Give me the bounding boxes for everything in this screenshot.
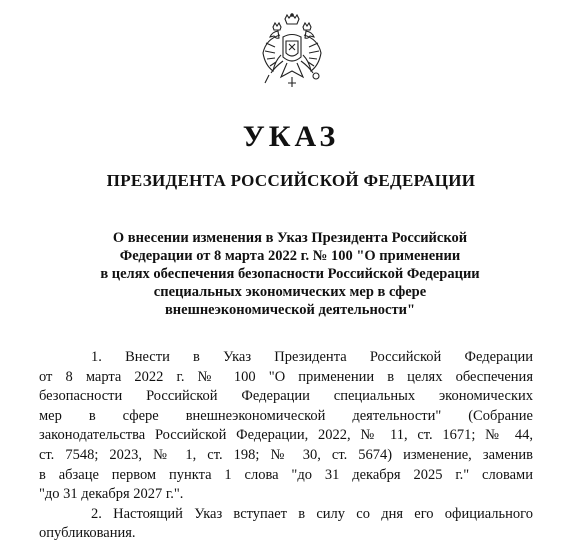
paragraph-1-line: безопасности Российской Федерации специальных экономических <box>39 388 533 405</box>
paragraph-1-line: в абзаце первом пункта 1 слова "до 31 декабря 2025 г." словами <box>39 466 533 483</box>
coat-of-arms-icon <box>261 13 323 89</box>
document-subtitle: ПРЕЗИДЕНТА РОССИЙСКОЙ ФЕДЕРАЦИИ <box>106 171 476 190</box>
decree-heading <box>40 229 540 319</box>
paragraph-1-line: ст. 7548; 2023, № 1, ст. 198; № 30, ст. 5674) изменение, заменив <box>39 446 533 463</box>
heading-line: внешнеэкономической деятельности" <box>164 302 416 318</box>
paragraph-1-line: от 8 марта 2022 г. № 100 "О применении в целях обеспечения <box>39 368 533 385</box>
paragraph-2-line: опубликования. <box>39 525 136 542</box>
paragraph-2-line: 2. Настоящий Указ вступает в силу со дня его официального <box>91 505 533 522</box>
paragraph-1-line: мер в сфере внешнеэкономической деятельности" (Собрание <box>39 407 533 424</box>
paragraph-1-line: законодательства Российской Федерации, 2022, № 11, ст. 1671; № 44, <box>39 427 533 444</box>
paragraph-1-line: "до 31 декабря 2027 г.". <box>39 486 184 503</box>
document-title: УКАЗ <box>242 120 340 153</box>
heading-line: в целях обеспечения безопасности Российской Федерации <box>100 266 480 282</box>
heading-line: О внесении изменения в Указ Президента Российской <box>112 230 468 246</box>
decree-body <box>39 348 533 544</box>
paragraph-1-line: 1. Внести в Указ Президента Российской Федерации <box>91 349 533 365</box>
heading-line: Федерации от 8 марта 2022 г. № 100 "О применении <box>119 248 461 264</box>
heading-line: специальных экономических мер в сфере <box>153 284 427 300</box>
